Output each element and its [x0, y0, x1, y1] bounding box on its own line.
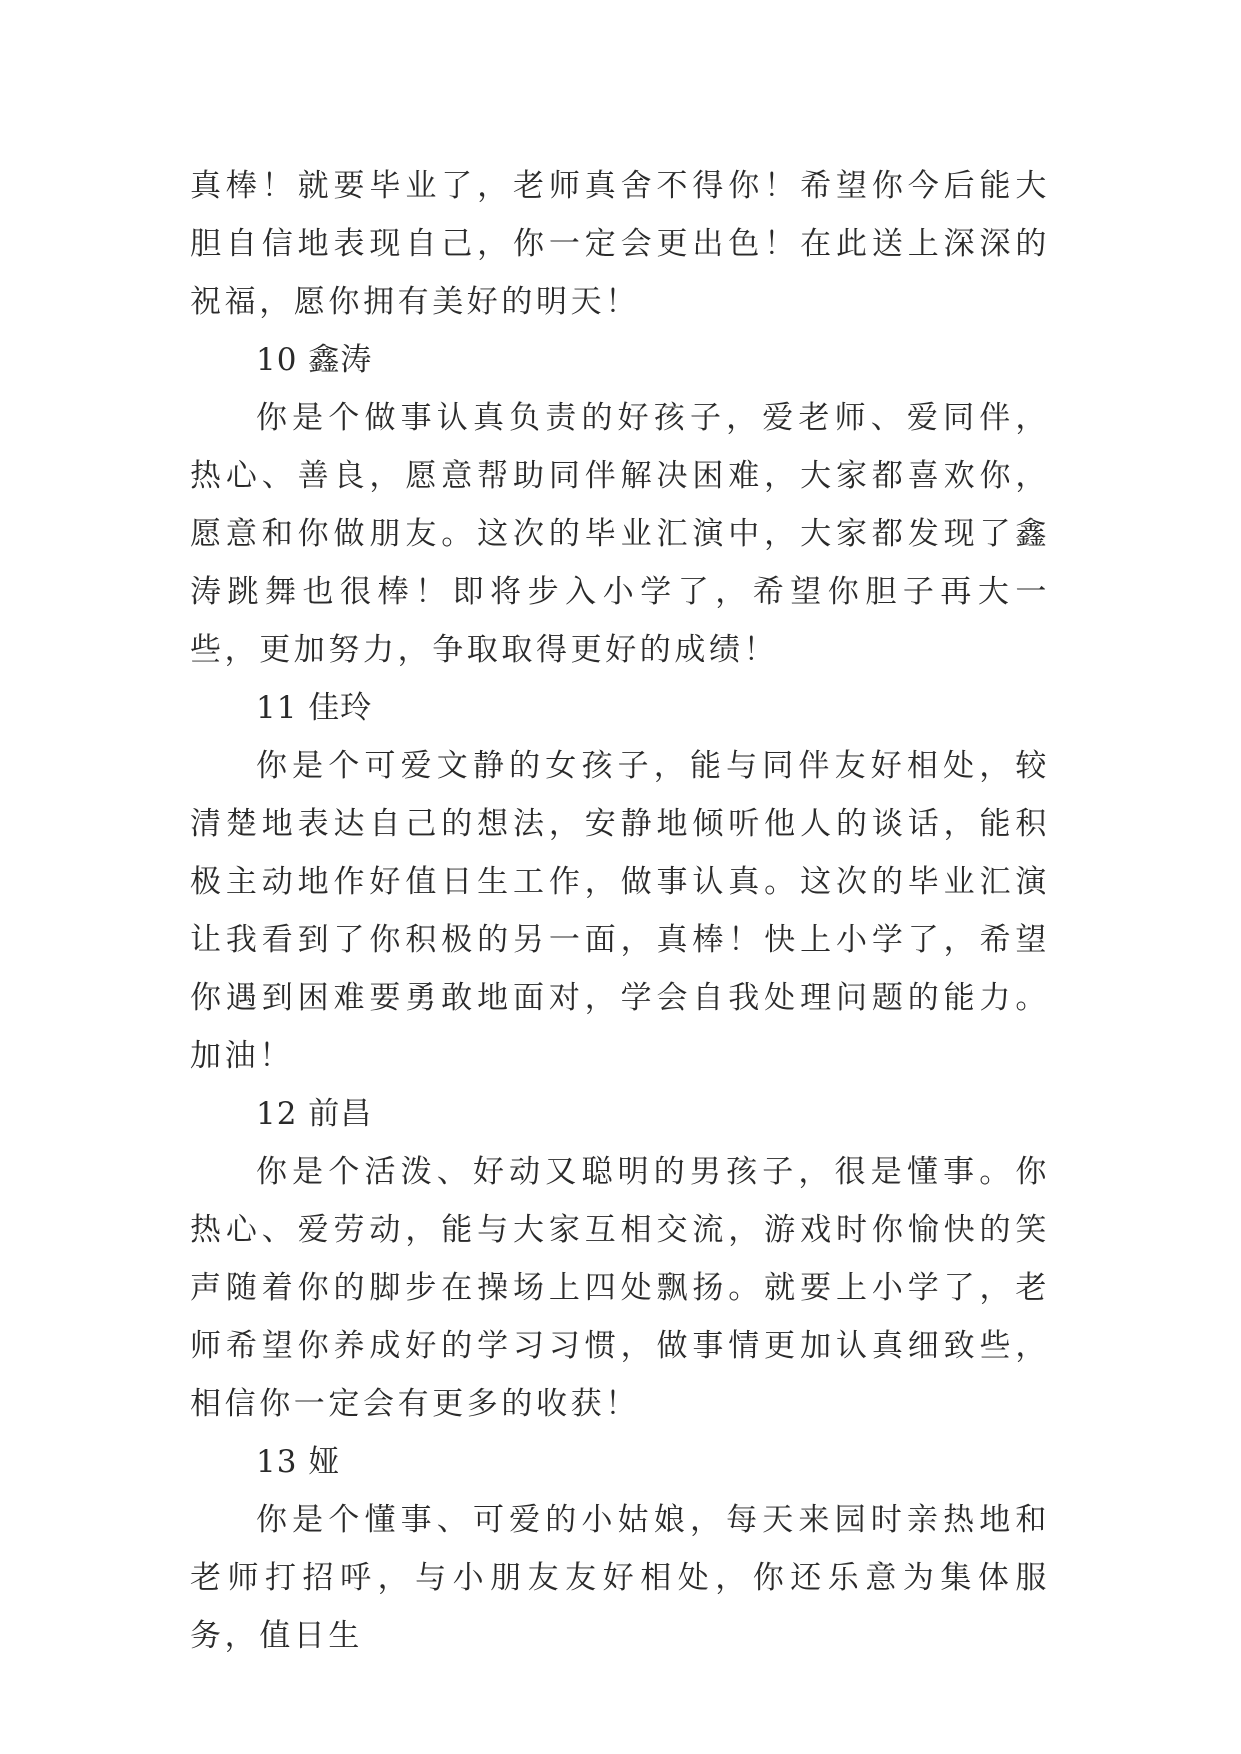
entry-paragraph: 你是个可爱文静的女孩子，能与同伴友好相处，较清楚地表达自己的想法，安静地倾听他人的谈话，能积极主动地作好值日生工作，做事认真。这次的毕业汇演让我看到了你积极的另一面，真棒！快上小学了，希望你遇到困难要勇敢地面对，学会自我处理问题的能力。加油！ — [190, 748, 1050, 1074]
entry-heading: 12 前昌 — [256, 1096, 373, 1132]
document-body — [190, 157, 1050, 1665]
entry-paragraph: 你是个做事认真负责的好孩子，爱老师、爱同伴，热心、善良，愿意帮助同伴解决困难，大家都喜欢你，愿意和你做朋友。这次的毕业汇演中，大家都发现了鑫涛跳舞也很棒！即将步入小学了，希望你胆子再大一些，更加努力，争取取得更好的成绩！ — [190, 400, 1050, 668]
entry-paragraph: 你是个懂事、可爱的小姑娘，每天来园时亲热地和老师打招呼，与小朋友友好相处，你还乐意为集体服务，值日生 — [190, 1502, 1050, 1654]
entry-heading: 13 娅 — [256, 1444, 341, 1480]
entry-paragraph: 你是个活泼、好动又聪明的男孩子，很是懂事。你热心、爱劳动，能与大家互相交流，游戏时你愉快的笑声随着你的脚步在操场上四处飘扬。就要上小学了，老师希望你养成好的学习习惯，做事情更加认真细致些，相信你一定会有更多的收获！ — [190, 1154, 1050, 1422]
entry-heading: 10 鑫涛 — [256, 342, 373, 378]
entry-heading: 11 佳玲 — [256, 690, 373, 726]
continuation-paragraph: 真棒！就要毕业了，老师真舍不得你！希望你今后能大胆自信地表现自己，你一定会更出色！在此送上深深的祝福，愿你拥有美好的明天！ — [190, 168, 1050, 320]
